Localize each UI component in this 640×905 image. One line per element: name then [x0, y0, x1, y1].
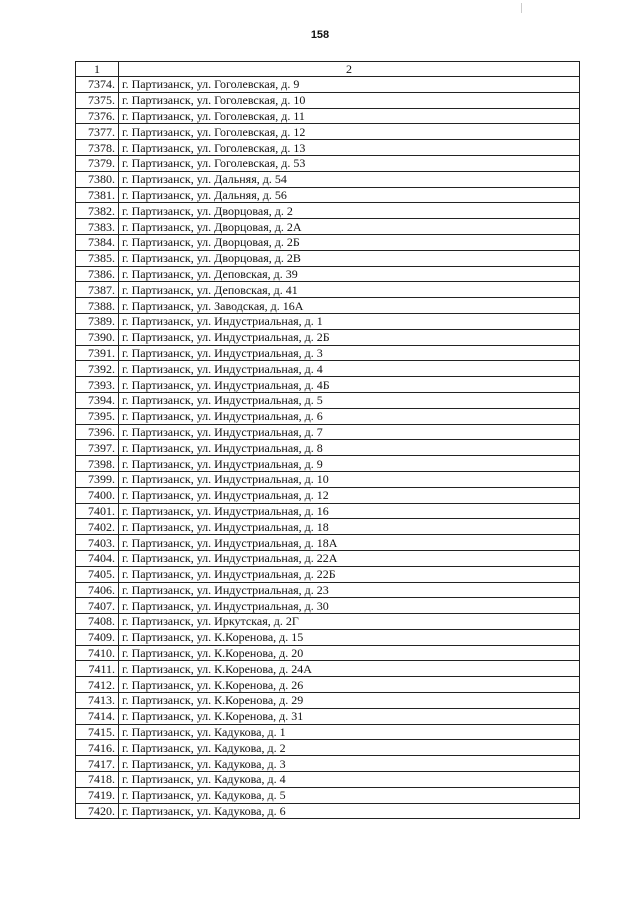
row-address: г. Партизанск, ул. Дворцовая, д. 2А: [119, 219, 580, 235]
row-address: г. Партизанск, ул. Дальняя, д. 54: [119, 171, 580, 187]
table-header-row: [76, 62, 580, 77]
column-header-address: 2: [119, 62, 580, 77]
row-address: г. Партизанск, ул. Дворцовая, д. 2: [119, 203, 580, 219]
row-number: 7401.: [76, 503, 119, 519]
table-row: [76, 424, 580, 440]
row-address: г. Партизанск, ул. Кадукова, д. 6: [119, 803, 580, 819]
table-row: [76, 535, 580, 551]
row-number: 7374.: [76, 77, 119, 93]
table-row: [76, 724, 580, 740]
row-number: 7417.: [76, 756, 119, 772]
table-row: [76, 155, 580, 171]
row-address: г. Партизанск, ул. Индустриальная, д. 3: [119, 345, 580, 361]
row-address: г. Партизанск, ул. Индустриальная, д. 6: [119, 408, 580, 424]
table-row: [76, 708, 580, 724]
row-number: 7379.: [76, 155, 119, 171]
table-row: [76, 661, 580, 677]
table-row: [76, 77, 580, 93]
row-number: 7395.: [76, 408, 119, 424]
table-row: [76, 361, 580, 377]
table-row: [76, 345, 580, 361]
row-address: г. Партизанск, ул. Деповская, д. 41: [119, 282, 580, 298]
table-row: [76, 219, 580, 235]
table-row: [76, 313, 580, 329]
table-row: [76, 471, 580, 487]
row-number: 7419.: [76, 787, 119, 803]
row-address: г. Партизанск, ул. Гоголевская, д. 11: [119, 108, 580, 124]
table-row: [76, 140, 580, 156]
row-address: г. Партизанск, ул. Индустриальная, д. 2Б: [119, 329, 580, 345]
table-row: [76, 598, 580, 614]
table-row: [76, 124, 580, 140]
row-number: 7389.: [76, 313, 119, 329]
row-number: 7382.: [76, 203, 119, 219]
table-row: [76, 756, 580, 772]
row-address: г. Партизанск, ул. Индустриальная, д. 7: [119, 424, 580, 440]
row-address: г. Партизанск, ул. К.Коренова, д. 20: [119, 645, 580, 661]
row-address: г. Партизанск, ул. Индустриальная, д. 30: [119, 598, 580, 614]
table-row: [76, 582, 580, 598]
table-row: [76, 519, 580, 535]
table-row: [76, 392, 580, 408]
address-table: [75, 61, 580, 819]
row-address: г. Партизанск, ул. Кадукова, д. 5: [119, 787, 580, 803]
row-number: 7387.: [76, 282, 119, 298]
row-number: 7394.: [76, 392, 119, 408]
row-number: 7418.: [76, 772, 119, 788]
table-row: [76, 440, 580, 456]
row-number: 7375.: [76, 92, 119, 108]
row-number: 7420.: [76, 803, 119, 819]
row-address: г. Партизанск, ул. Кадукова, д. 2: [119, 740, 580, 756]
row-number: 7412.: [76, 677, 119, 693]
table-row: [76, 377, 580, 393]
row-number: 7385.: [76, 250, 119, 266]
table-row: [76, 614, 580, 630]
row-address: г. Партизанск, ул. Индустриальная, д. 4Б: [119, 377, 580, 393]
row-number: 7377.: [76, 124, 119, 140]
row-number: 7410.: [76, 645, 119, 661]
row-number: 7388.: [76, 298, 119, 314]
row-address: г. Партизанск, ул. Индустриальная, д. 18А: [119, 535, 580, 551]
table-row: [76, 772, 580, 788]
row-address: г. Партизанск, ул. Кадукова, д. 3: [119, 756, 580, 772]
row-address: г. Партизанск, ул. Иркутская, д. 2Г: [119, 614, 580, 630]
row-address: г. Партизанск, ул. Гоголевская, д. 13: [119, 140, 580, 156]
row-address: г. Партизанск, ул. Заводская, д. 16А: [119, 298, 580, 314]
row-address: г. Партизанск, ул. Гоголевская, д. 53: [119, 155, 580, 171]
row-number: 7381.: [76, 187, 119, 203]
row-number: 7386.: [76, 266, 119, 282]
row-address: г. Партизанск, ул. Индустриальная, д. 9: [119, 456, 580, 472]
row-address: г. Партизанск, ул. Индустриальная, д. 10: [119, 471, 580, 487]
row-number: 7411.: [76, 661, 119, 677]
scan-mark: [521, 3, 522, 13]
table-row: [76, 298, 580, 314]
row-number: 7399.: [76, 471, 119, 487]
row-number: 7397.: [76, 440, 119, 456]
row-number: 7393.: [76, 377, 119, 393]
row-address: г. Партизанск, ул. Гоголевская, д. 10: [119, 92, 580, 108]
row-number: 7416.: [76, 740, 119, 756]
table-row: [76, 329, 580, 345]
row-address: г. Партизанск, ул. Индустриальная, д. 18: [119, 519, 580, 535]
row-address: г. Партизанск, ул. Деповская, д. 39: [119, 266, 580, 282]
row-address: г. Партизанск, ул. Индустриальная, д. 12: [119, 487, 580, 503]
table-row: [76, 550, 580, 566]
table-row: [76, 456, 580, 472]
row-number: 7409.: [76, 629, 119, 645]
table-row: [76, 740, 580, 756]
table-row: [76, 503, 580, 519]
row-address: г. Партизанск, ул. Индустриальная, д. 4: [119, 361, 580, 377]
table-row: [76, 92, 580, 108]
row-address: г. Партизанск, ул. К.Коренова, д. 15: [119, 629, 580, 645]
table-row: [76, 266, 580, 282]
row-address: г. Партизанск, ул. К.Коренова, д. 29: [119, 693, 580, 709]
table-row: [76, 250, 580, 266]
row-number: 7391.: [76, 345, 119, 361]
row-number: 7390.: [76, 329, 119, 345]
row-address: г. Партизанск, ул. К.Коренова, д. 26: [119, 677, 580, 693]
row-address: г. Партизанск, ул. Индустриальная, д. 22А: [119, 550, 580, 566]
table-row: [76, 677, 580, 693]
row-number: 7406.: [76, 582, 119, 598]
row-address: г. Партизанск, ул. Индустриальная, д. 8: [119, 440, 580, 456]
row-number: 7376.: [76, 108, 119, 124]
table-row: [76, 693, 580, 709]
row-number: 7414.: [76, 708, 119, 724]
row-number: 7378.: [76, 140, 119, 156]
row-number: 7383.: [76, 219, 119, 235]
row-number: 7396.: [76, 424, 119, 440]
row-number: 7408.: [76, 614, 119, 630]
row-number: 7403.: [76, 535, 119, 551]
table-row: [76, 629, 580, 645]
row-number: 7384.: [76, 234, 119, 250]
row-address: г. Партизанск, ул. Дворцовая, д. 2В: [119, 250, 580, 266]
row-number: 7380.: [76, 171, 119, 187]
table-row: [76, 171, 580, 187]
row-number: 7404.: [76, 550, 119, 566]
row-address: г. Партизанск, ул. Индустриальная, д. 16: [119, 503, 580, 519]
row-number: 7415.: [76, 724, 119, 740]
table-row: [76, 408, 580, 424]
column-header-number: 1: [76, 62, 119, 77]
row-address: г. Партизанск, ул. Индустриальная, д. 22Б: [119, 566, 580, 582]
row-address: г. Партизанск, ул. Кадукова, д. 1: [119, 724, 580, 740]
row-number: 7398.: [76, 456, 119, 472]
row-number: 7392.: [76, 361, 119, 377]
table-row: [76, 645, 580, 661]
row-address: г. Партизанск, ул. Гоголевская, д. 9: [119, 77, 580, 93]
table-row: [76, 803, 580, 819]
page-number: 158: [310, 29, 330, 41]
row-address: г. Партизанск, ул. К.Коренова, д. 31: [119, 708, 580, 724]
row-number: 7413.: [76, 693, 119, 709]
row-address: г. Партизанск, ул. Дальняя, д. 56: [119, 187, 580, 203]
table-row: [76, 203, 580, 219]
table-row: [76, 487, 580, 503]
row-number: 7405.: [76, 566, 119, 582]
table-row: [76, 282, 580, 298]
address-table-body: [76, 62, 580, 819]
row-address: г. Партизанск, ул. Индустриальная, д. 23: [119, 582, 580, 598]
table-row: [76, 187, 580, 203]
table-row: [76, 566, 580, 582]
table-row: [76, 787, 580, 803]
row-address: г. Партизанск, ул. Кадукова, д. 4: [119, 772, 580, 788]
row-address: г. Партизанск, ул. Индустриальная, д. 1: [119, 313, 580, 329]
row-address: г. Партизанск, ул. Индустриальная, д. 5: [119, 392, 580, 408]
table-row: [76, 108, 580, 124]
row-number: 7407.: [76, 598, 119, 614]
row-number: 7400.: [76, 487, 119, 503]
row-address: г. Партизанск, ул. К.Коренова, д. 24А: [119, 661, 580, 677]
row-number: 7402.: [76, 519, 119, 535]
row-address: г. Партизанск, ул. Гоголевская, д. 12: [119, 124, 580, 140]
table-row: [76, 234, 580, 250]
row-address: г. Партизанск, ул. Дворцовая, д. 2Б: [119, 234, 580, 250]
